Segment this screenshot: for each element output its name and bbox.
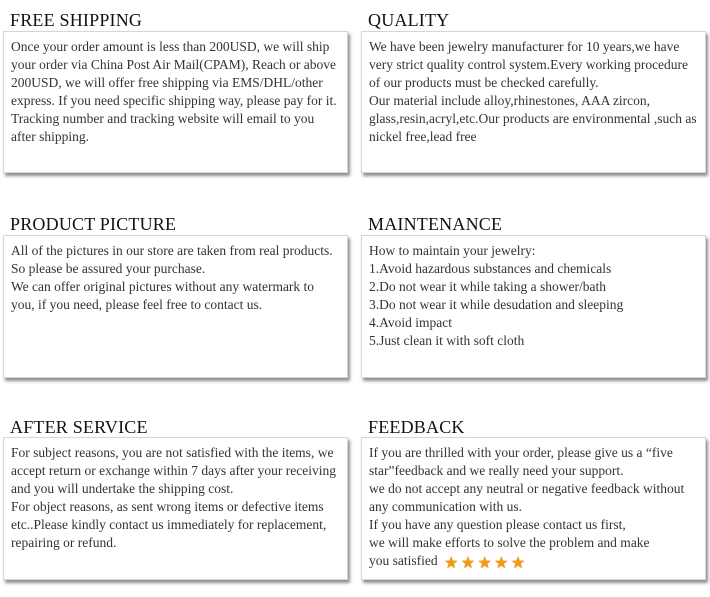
feedback-box <box>361 437 706 580</box>
star-icon: ★ <box>477 553 492 572</box>
product-picture-box <box>3 235 348 378</box>
after-service-text-2: For object reasons, as sent wrong items or defective items etc..Please kindly contact us immediately for replacement, repairing or refund. <box>11 499 327 550</box>
after-service-text-1: For subject reasons, you are not satisfied with the items, we accept return or exchange within 7 days after your receiving and you will undertake the shipping cost. <box>11 445 336 496</box>
feedback-text-5: you satisfied <box>369 553 438 568</box>
quality-title: QUALITY <box>368 10 450 30</box>
free-shipping-text-1: Once your order amount is less than 200USD, we will ship your order via China Post Air Mail(CPAM), Reach or above 200USD, we will offer free shipping via EMS/DHL/other express. If you need specific shipping way, please pay for it. <box>11 39 337 108</box>
five-star-rating <box>444 555 524 573</box>
feedback-text-1: If you are thrilled with your order, please give us a “five star”feedback and we really need your support. <box>369 445 673 478</box>
maintenance-line-5: 5.Just clean it with soft cloth <box>369 333 525 348</box>
star-icon: ★ <box>460 553 476 572</box>
quality-text-2: Our material include alloy,rhinestones, AAA zircon, glass,resin,acryl,etc.Our products are environmental ,such as nickel free,lead free <box>369 93 697 144</box>
quality-box <box>361 31 706 173</box>
product-picture-text-2: We can offer original pictures without any watermark to you, if you need, please feel free to contact us. <box>11 279 315 312</box>
maintenance-line-0: How to maintain your jewelry: <box>369 243 536 258</box>
feedback-text-2: we do not accept any neutral or negative feedback without any communication with us. <box>369 481 685 514</box>
feedback-text-3: If you have any question please contact us first, <box>369 517 626 532</box>
maintenance-line-4: 4.Avoid impact <box>369 315 452 330</box>
maintenance-box <box>361 235 706 378</box>
maintenance-line-1: 1.Avoid hazardous substances and chemicals <box>369 261 612 276</box>
free-shipping-text-2: Tracking number and tracking website will email to you after shipping. <box>11 111 315 144</box>
free-shipping-title: FREE SHIPPING <box>10 10 143 30</box>
maintenance-title: MAINTENANCE <box>368 214 503 234</box>
star-icon: ★ <box>510 553 526 572</box>
feedback-title: FEEDBACK <box>368 417 465 437</box>
product-picture-text-1: All of the pictures in our store are taken from real products. So please be assured your purchase. <box>11 243 333 276</box>
star-icon: ★ <box>444 553 459 572</box>
maintenance-line-3: 3.Do not wear it while desudation and sleeping <box>369 297 624 312</box>
after-service-box <box>3 437 348 580</box>
feedback-last-line <box>369 552 699 573</box>
feedback-text-4: we will make efforts to solve the problem and make <box>369 535 650 550</box>
quality-text-1: We have been jewelry manufacturer for 10 years,we have very strict quality control system.Every working procedure of our products must be checked carefully. <box>369 39 689 90</box>
maintenance-line-2: 2.Do not wear it while taking a shower/bath <box>369 279 606 294</box>
free-shipping-box <box>3 31 348 173</box>
after-service-title: AFTER SERVICE <box>10 417 148 437</box>
product-picture-title: PRODUCT PICTURE <box>10 214 177 234</box>
star-icon: ★ <box>494 553 509 572</box>
